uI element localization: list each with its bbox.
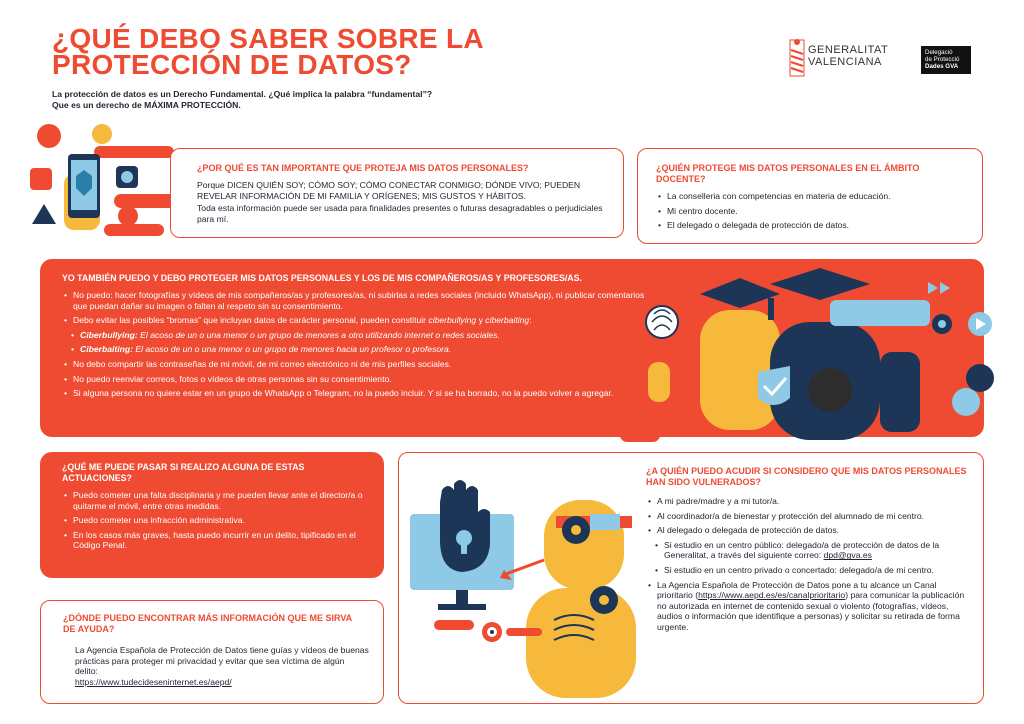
list-item: • La conselleria con competencias en materia de educación. xyxy=(656,191,968,202)
why-heading: ¿POR QUÉ ES TAN IMPORTANTE QUE PROTEJA MIS DATOS PERSONALES? xyxy=(197,163,529,173)
more-info-heading: ¿DÓNDE PUEDO ENCONTRAR MÁS INFORMACIÓN QUE ME SIRVA DE AYUDA? xyxy=(63,613,352,634)
list-item: • Ciberbaiting: El acoso de un o una menor o un grupo de menores hacia un profesor o profesora. xyxy=(62,344,652,355)
consequences-section xyxy=(40,452,384,578)
more-info-link[interactable]: https://www.tudecideseninternet.es/aepd/ xyxy=(75,676,232,687)
whom-sublist xyxy=(646,540,972,576)
whom-content xyxy=(646,466,972,637)
consequences-heading: ¿QUÉ ME PUEDE PASAR SI REALIZO ALGUNA DE ESTAS ACTUACIONES? xyxy=(62,462,305,483)
list-item: • En los casos más graves, hasta puedo incurrir en un delito, tipificado en el Código Penal. xyxy=(62,530,370,551)
whom-list-2 xyxy=(646,580,972,633)
whom-list xyxy=(646,496,972,536)
who-protects-heading: ¿QUIÉN PROTEGE MIS DATOS PERSONALES EN EL ÁMBITO DOCENTE? xyxy=(656,163,920,184)
list-item: • Si alguna persona no quiere estar en un grupo de WhatsApp o Telegram, no la puedo incluir. Y si se ha borrado, no la puedo volver a agregar. xyxy=(62,388,652,399)
why-section xyxy=(170,148,624,238)
page-title: ¿QUÉ DEBO SABER SOBRE LA PROTECCIÓN DE DATOS? xyxy=(52,23,484,80)
why-paragraph-2: Toda esta información puede ser usada para finalidades presentes o futuras desagradables o perjudiciales para mí. xyxy=(197,203,603,224)
protect-content xyxy=(62,273,652,403)
list-item: • Puedo cometer una falta disciplinaria y me pueden llevar ante el director/a o quitarme el móvil, entre otras medidas. xyxy=(62,490,370,511)
list-item: • Si estudio en un centro privado o concertado: delegado/a de mi centro. xyxy=(646,565,972,576)
list-item: • A mi padre/madre y a mi tutor/a. xyxy=(646,496,972,507)
students-illustration xyxy=(640,262,1000,440)
list-item: • Si estudio en un centro público: delegado/a de protección de datos de la Generalitat, a través del siguiente correo: dpd@gva.es xyxy=(646,540,972,561)
privacy-illustration xyxy=(404,470,636,698)
list-item: • El delegado o delegada de protección de datos. xyxy=(656,220,968,231)
list-item: • Mi centro docente. xyxy=(656,206,968,217)
aepd-canal-link[interactable]: https://www.aepd.es/es/canalprioritario xyxy=(698,590,846,601)
list-item: • No puedo reenviar correos, fotos o vídeos de otras personas sin su consentimiento. xyxy=(62,374,652,385)
who-protects-list xyxy=(656,191,968,231)
who-protects-section xyxy=(637,148,983,244)
protect-sublist xyxy=(62,330,652,355)
whom-heading: ¿A QUIÉN PUEDO ACUDIR SI CONSIDERO QUE MIS DATOS PERSONALES HAN SIDO VULNERADOS? xyxy=(646,466,967,487)
generalitat-emblem-icon xyxy=(788,36,806,80)
list-item: • Debo evitar las posibles “bromas” que incluyan datos de carácter personal, pueden constituir ciberbullying y ciberbaiting: xyxy=(62,315,652,326)
more-info-text: La Agencia Española de Protección de Datos tiene guías y vídeos de buenas prácticas para proteger mi privacidad y evitar que sea víctima de algún delito: xyxy=(75,645,369,677)
protect-heading: YO TAMBIÉN PUEDO Y DEBO PROTEGER MIS DATOS PERSONALES Y LOS DE MIS COMPAÑEROS/AS Y PROFESORES/AS. xyxy=(62,273,582,283)
protect-list xyxy=(62,290,652,326)
protect-list-2 xyxy=(62,359,652,399)
list-item: • La Agencia Española de Protección de Datos pone a tu alcance un Canal prioritario (https://www.aepd.es/es/canalprioritario) para comunicar la publicación no autorizada en internet de contenido sexual o violento (fotografías, vídeos, audios o información que identifique a personas) y solicitar su retirada de forma urgente. xyxy=(646,580,972,633)
why-paragraph-1: Porque DICEN QUIÉN SOY; CÓMO SOY; CÓMO CONECTAR CONMIGO; DÓNDE VIVO; PUEDEN REVELAR INFORMACIÓN DE MI FAMILIA Y ORÍGENES; MIS GUSTOS Y HÁBITOS. xyxy=(197,180,581,201)
list-item: • Al coordinador/a de bienestar y protección del alumnado de mi centro. xyxy=(646,511,972,522)
consequences-list xyxy=(62,490,370,551)
list-item: • Puedo cometer una infracción administrativa. xyxy=(62,515,370,526)
list-item: • Ciberbullying: El acoso de un o una menor o un grupo de menores a otro utilizando internet o redes sociales. xyxy=(62,330,652,341)
more-info-section xyxy=(40,600,384,704)
dpd-gva-logo: Delegació de Protecció Dades GVA xyxy=(921,46,971,74)
decorative-shape xyxy=(620,428,660,442)
intro-text: La protección de datos es un Derecho Fundamental. ¿Qué implica la palabra “fundamental”? Que es un derecho de MÁXIMA PROTECCIÓN. xyxy=(52,89,433,110)
list-item: • No puedo: hacer fotografías y vídeos de mis compañeros/as y profesores/as, ni subirlas a redes sociales (incluido WhatsApp), ni publicar comentarios que puedan dañar su imagen o falten al respeto sin su consentimiento. xyxy=(62,290,652,311)
list-item: • No debo compartir las contraseñas de mi móvil, de mi correo electrónico ni de mis perfiles sociales. xyxy=(62,359,652,370)
generalitat-logo: GENERALITAT VALENCIANA xyxy=(808,44,889,68)
list-item: • Al delegado o delegada de protección de datos. xyxy=(646,525,972,536)
dpd-email-link[interactable]: dpd@gva.es xyxy=(823,550,872,561)
phone-illustration xyxy=(24,124,174,254)
